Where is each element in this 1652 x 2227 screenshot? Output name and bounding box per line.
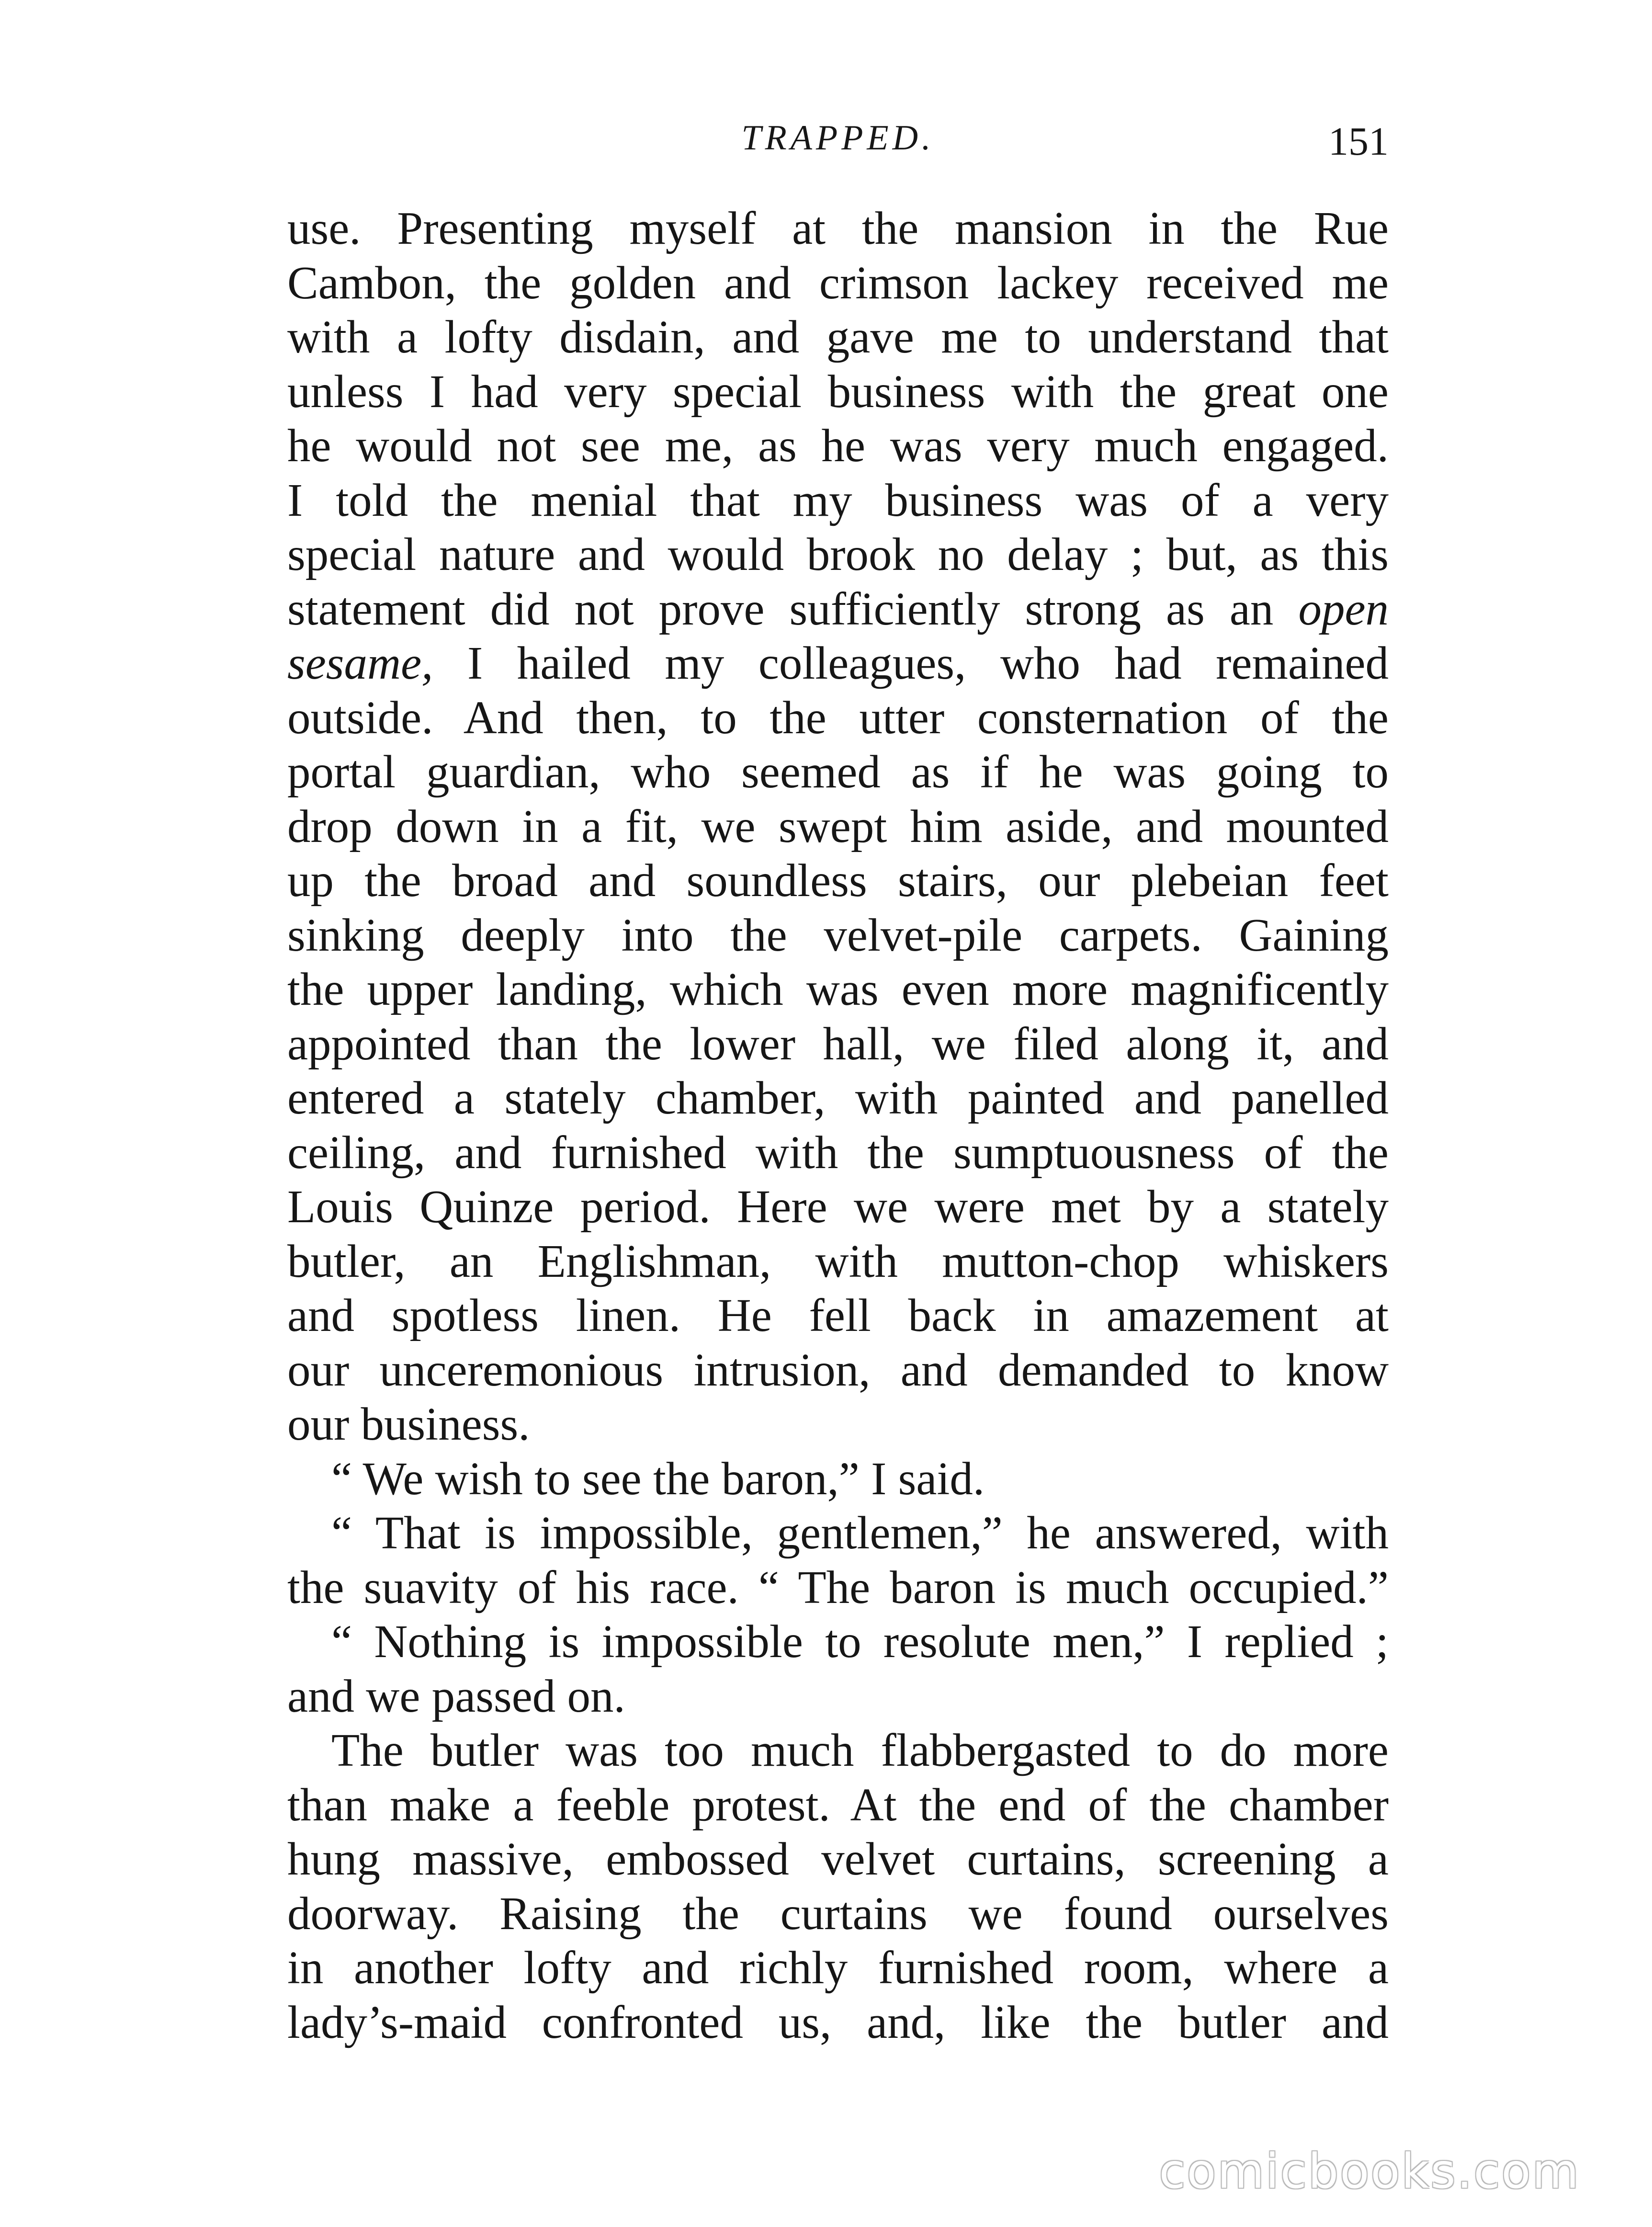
running-title: TRAPPED.	[741, 118, 935, 158]
text-line: use. Presenting myself at the mansion in the Rue	[287, 203, 1389, 254]
dialogue-line: “ That is impossible, gentlemen,” he answered, with	[331, 1507, 1389, 1558]
text-line: drop down in a fit, we swept him aside, and mounted	[287, 800, 1389, 852]
page-number: 151	[1328, 119, 1389, 164]
text-line: appointed than the lower hall, we filed along it, and	[287, 1018, 1389, 1069]
text-line: ceiling, and furnished with the sumptuousness of the	[287, 1126, 1389, 1178]
text-line: outside. And then, to the utter consternation of the	[287, 692, 1389, 743]
text-line: with a lofty disdain, and gave me to understand that	[287, 311, 1389, 363]
text-line: in another lofty and richly furnished room, where a	[287, 1942, 1389, 1993]
dialogue-line: “ Nothing is impossible to resolute men,” I replied ;	[331, 1616, 1389, 1667]
text-line-segment: statement did not prove sufficiently strong as an	[287, 583, 1274, 635]
text-line: than make a feeble protest. At the end of the chamber	[287, 1779, 1389, 1830]
text-line: Louis Quinze period. Here we were met by a stately	[287, 1181, 1389, 1232]
text-line: portal guardian, who seemed as if he was going to	[287, 746, 1389, 797]
text-line: I told the menial that my business was of a very	[287, 474, 1389, 526]
text-line: our business.	[287, 1398, 530, 1450]
text-line: entered a stately chamber, with painted and panelled	[287, 1072, 1389, 1124]
text-line-segment: I hailed my colleagues, who had remained	[467, 637, 1389, 689]
text-line: the suavity of his race. “ The baron is much occupied.”	[287, 1561, 1389, 1613]
text-line: and spotless linen. He fell back in amazement at	[287, 1290, 1389, 1341]
text-line: doorway. Raising the curtains we found ourselves	[287, 1887, 1389, 1939]
text-line: butler, an Englishman, with mutton-chop whiskers	[287, 1235, 1389, 1287]
text-line: up the broad and soundless stairs, our plebeian feet	[287, 855, 1389, 906]
text-line: special nature and would brook no delay ; but, as this	[287, 529, 1389, 580]
italic-phrase: sesame,	[287, 637, 433, 689]
text-line: our unceremonious intrusion, and demanded to know	[287, 1344, 1389, 1396]
body-text	[287, 201, 1389, 2049]
text-line: and we passed on.	[287, 1670, 625, 1722]
italic-phrase: open	[1298, 583, 1389, 635]
dialogue-line: “ We wish to see the baron,” I said.	[331, 1453, 985, 1504]
paragraph-start-line: The butler was too much flabbergasted to do more	[331, 1725, 1389, 1776]
text-line-with-italic	[287, 636, 1389, 691]
text-line: he would not see me, as he was very much engaged.	[287, 420, 1389, 471]
text-line: hung massive, embossed velvet curtains, screening a	[287, 1833, 1389, 1885]
watermark: comicbooks.com	[1159, 2143, 1580, 2199]
text-line: sinking deeply into the velvet-pile carpets. Gaining	[287, 909, 1389, 961]
text-line: lady’s-maid confronted us, and, like the butler and	[287, 1996, 1389, 2048]
text-line: the upper landing, which was even more magnificently	[287, 964, 1389, 1015]
text-line-with-italic	[287, 582, 1389, 636]
text-line: unless I had very special business with the great one	[287, 365, 1389, 417]
text-line: Cambon, the golden and crimson lackey received me	[287, 257, 1389, 308]
running-head	[287, 109, 1389, 167]
